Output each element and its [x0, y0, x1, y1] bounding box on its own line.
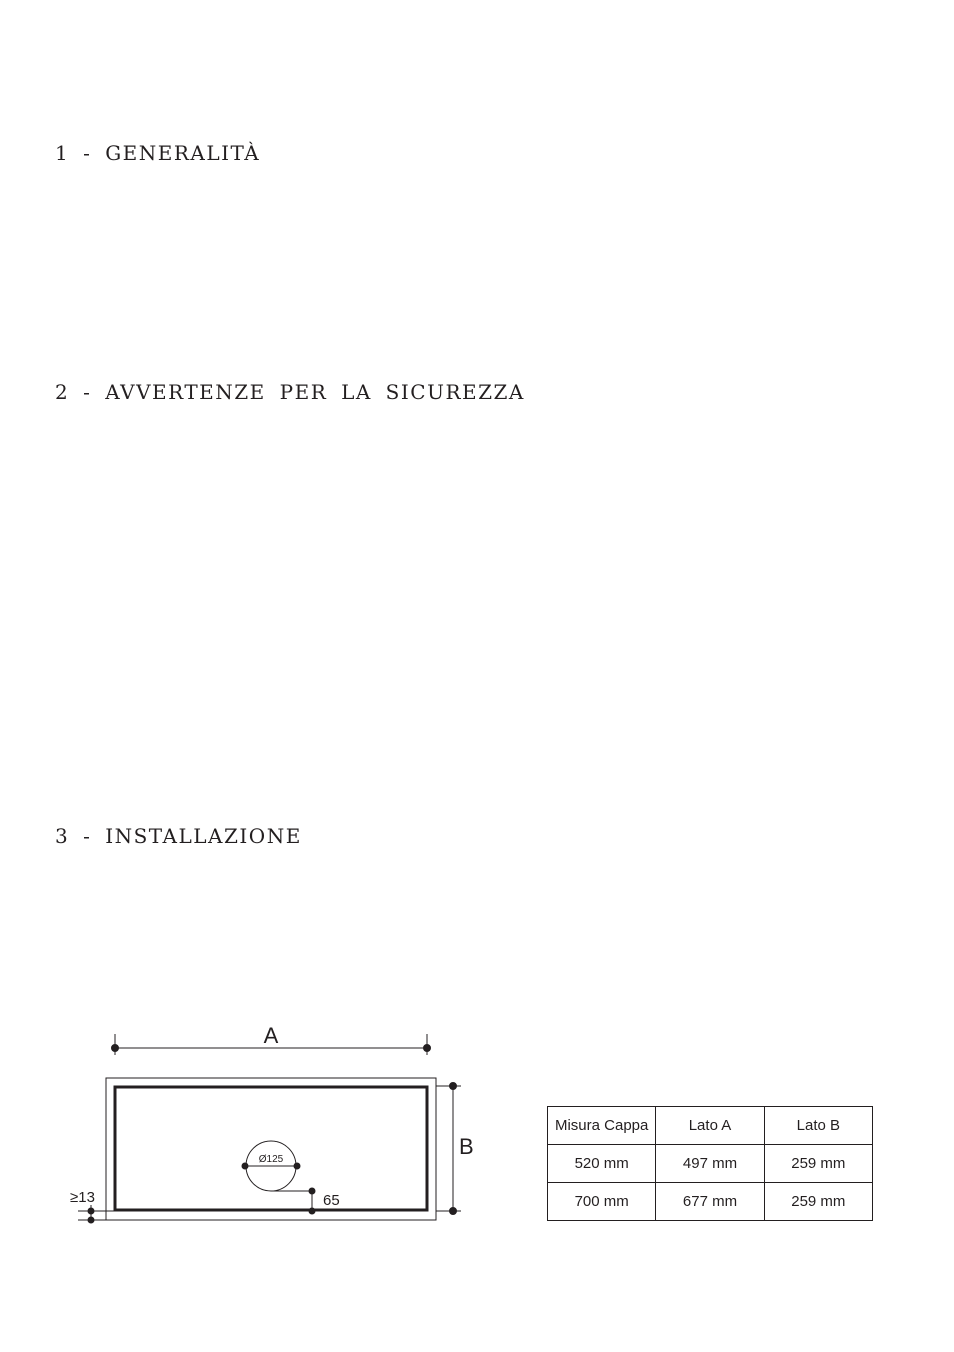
dimension-b [436, 1083, 461, 1215]
label-b: B [459, 1134, 474, 1159]
label-a: A [263, 1023, 279, 1048]
duct-hole [242, 1141, 300, 1191]
table-header-row [548, 1107, 873, 1145]
offset-label: 65 [323, 1192, 340, 1209]
cutout-diagram [60, 1015, 480, 1230]
outer-frame [106, 1078, 436, 1220]
table-cell: 520 mm [548, 1145, 656, 1183]
section-title-installazione: 3 - INSTALLAZIONE [55, 824, 302, 848]
header-lato-b: Lato B [764, 1107, 872, 1145]
table-cell: 259 mm [764, 1145, 872, 1183]
header-misura-cappa: Misura Cappa [548, 1107, 656, 1145]
table-cell: 497 mm [656, 1145, 764, 1183]
clearance-label: ≥13 [70, 1189, 95, 1206]
hood-size-table [547, 1106, 873, 1221]
table-cell: 259 mm [764, 1183, 872, 1221]
header-lato-a: Lato A [656, 1107, 764, 1145]
table-cell: 677 mm [656, 1183, 764, 1221]
section-title-generalita: 1 - GENERALITÀ [55, 141, 261, 165]
table-row [548, 1183, 873, 1221]
diameter-label: Ø125 [258, 1154, 284, 1165]
table-cell: 700 mm [548, 1183, 656, 1221]
table-row [548, 1145, 873, 1183]
section-title-avvertenze: 2 - AVVERTENZE PER LA SICUREZZA [55, 380, 525, 404]
cutout-rectangle [115, 1087, 427, 1210]
